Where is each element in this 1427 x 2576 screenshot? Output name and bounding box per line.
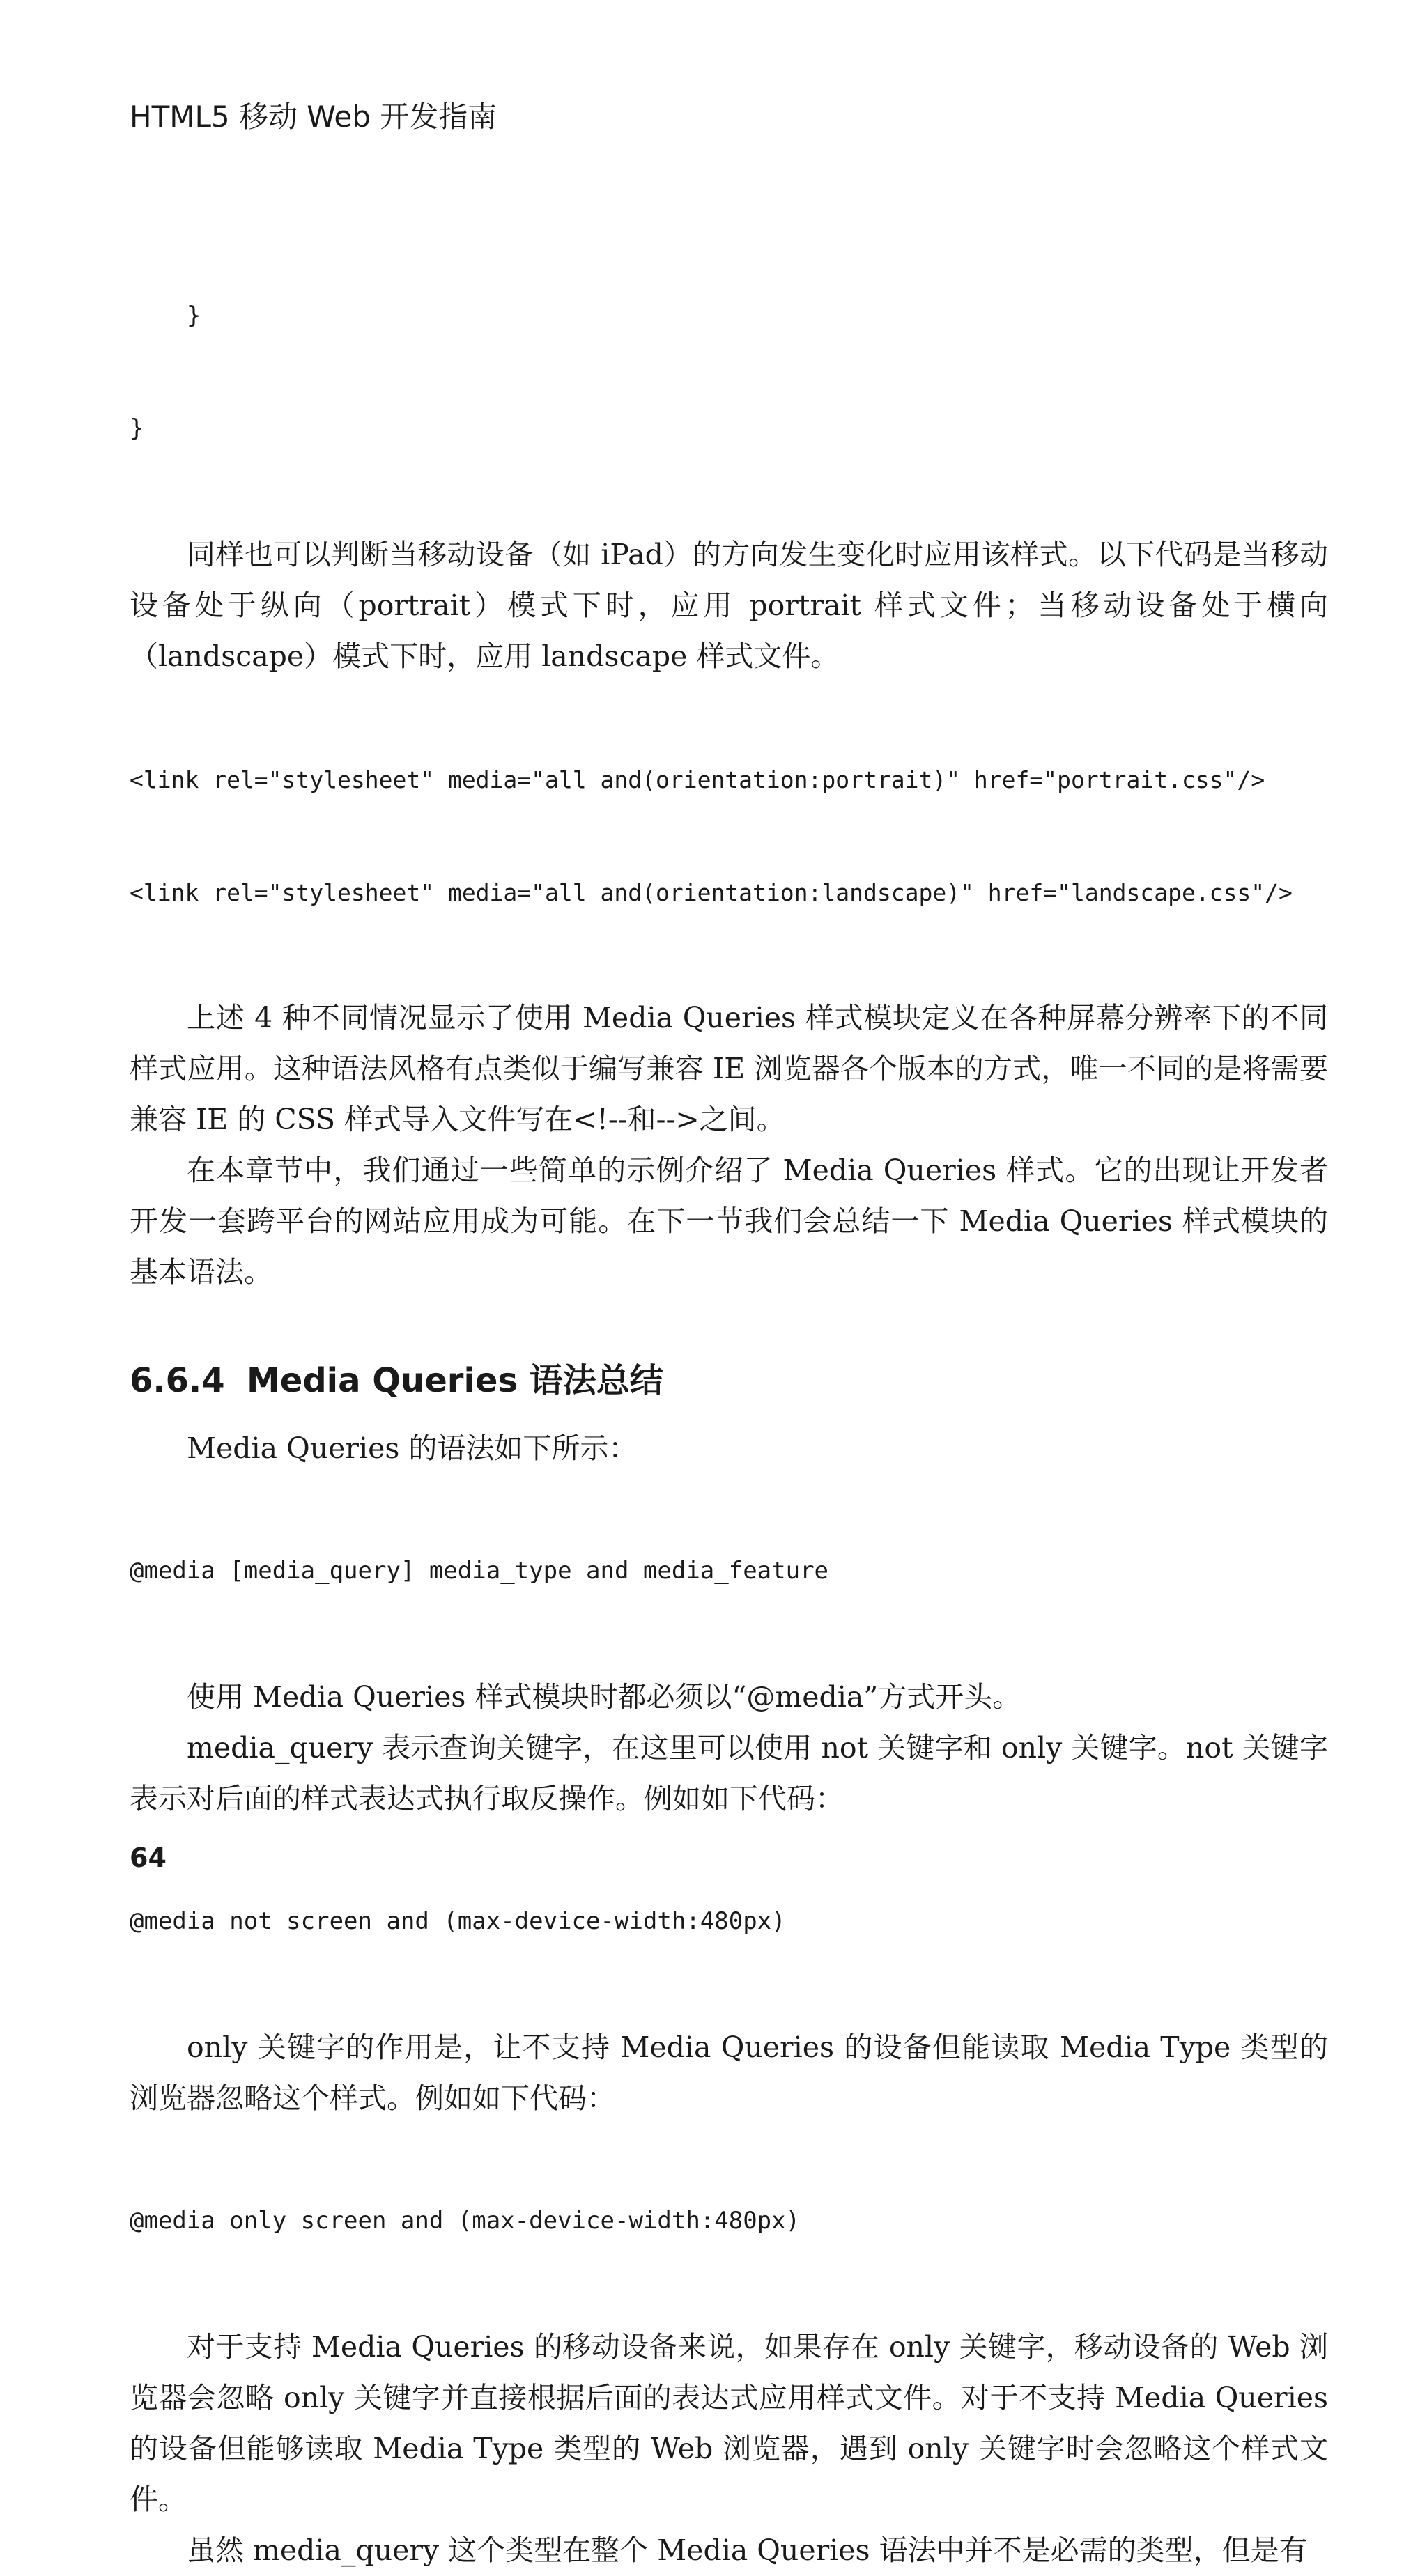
paragraph-media-prefix: 使用 Media Queries 样式模块时都必须以“@media”方式开头。 xyxy=(187,1680,1021,1714)
code-syntax xyxy=(130,1477,1328,1665)
section-number: 6.6.4 xyxy=(130,1361,225,1400)
paragraph-syntax-intro: Media Queries 的语法如下所示： xyxy=(187,1431,638,1465)
code-only-example xyxy=(130,2127,1328,2315)
code-block-closing-braces xyxy=(130,222,1328,522)
code-line: @media only screen and (max-device-width:480px) xyxy=(130,2207,801,2235)
paragraph-only-keyword: only 关键字的作用是，让不支持 Media Queries 的设备但能读取 Media Type 类型的浏览器忽略这个样式。例如如下代码： xyxy=(130,2031,1328,2115)
page-number: 64 xyxy=(130,1842,167,1873)
paragraph-media-query-keywords: media_query 表示查询关键字，在这里可以使用 not 关键字和 only 关键字。not 关键字表示对后面的样式表达式执行取反操作。例如如下代码： xyxy=(130,1731,1328,1815)
code-line: <link rel="stylesheet" media="all and(orientation:landscape)" href="landscape.css"/> xyxy=(130,879,1293,906)
code-line: <link rel="stylesheet" media="all and(orientation:portrait)" href="portrait.css"/> xyxy=(130,766,1265,793)
code-line: @media [media_query] media_type and media_feature xyxy=(130,1557,829,1585)
paragraph-chapter-summary: 在本章节中，我们通过一些简单的示例介绍了 Media Queries 样式。它的出现让开发者开发一套跨平台的网站应用成为可能。在下一节我们会总结一下 Media Queries 样式模块的基本语法。 xyxy=(130,1154,1328,1289)
paragraph-four-cases: 上述 4 种不同情况显示了使用 Media Queries 样式模块定义在各种屏幕分辨率下的不同样式应用。这种语法风格有点类似于编写兼容 IE 浏览器各个版本的方式，唯一不同的是将需要兼容 IE 的 CSS 样式导入文件写在<!--和-->之间。 xyxy=(130,1001,1328,1136)
code-not-example xyxy=(130,1827,1328,2015)
code-line: @media not screen and (max-device-width:480px) xyxy=(130,1907,786,1935)
paragraph-only-behavior: 对于支持 Media Queries 的移动设备来说，如果存在 only 关键字，移动设备的 Web 浏览器会忽略 only 关键字并直接根据后面的表达式应用样式文件。对于不支持 Media Queries 的设备但能够读取 Media Type 类型的 Web 浏览器，遇到 only 关键字时会忽略这个样式文件。 xyxy=(130,2330,1328,2516)
code-line: } xyxy=(130,414,144,442)
code-block-link-tags xyxy=(130,686,1328,987)
section-title: Media Queries 语法总结 xyxy=(247,1361,663,1400)
running-header: HTML5 移动 Web 开发指南 xyxy=(130,100,497,134)
page-content xyxy=(130,222,1328,2576)
paragraph-orientation: 同样也可以判断当移动设备（如 iPad）的方向发生变化时应用该样式。以下代码是当移动设备处于纵向（portrait）模式下时，应用 portrait 样式文件；当移动设备处于横向（landscape）模式下时，应用 landscape 样式文件。 xyxy=(130,538,1328,673)
code-line: } xyxy=(130,302,201,329)
section-heading xyxy=(130,1356,1328,1405)
paragraph-media-query-optional: 虽然 media_query 这个类型在整个 Media Queries 语法中并不是必需的类型，但是有 xyxy=(187,2534,1308,2567)
